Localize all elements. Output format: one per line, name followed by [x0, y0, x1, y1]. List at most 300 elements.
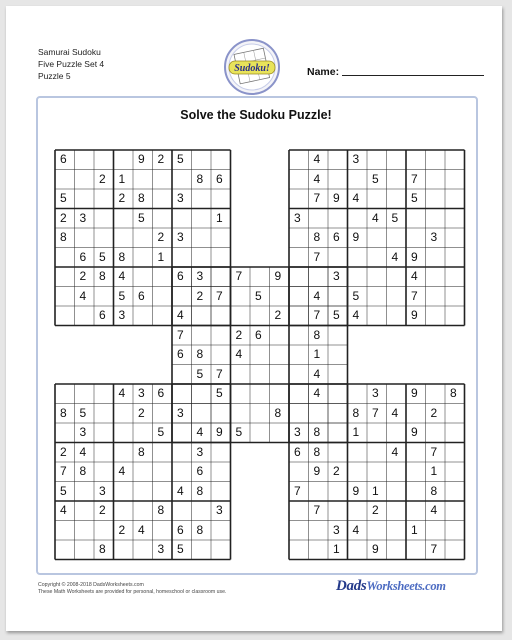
- empty-cell[interactable]: [192, 540, 212, 560]
- given-cell: 2: [138, 405, 145, 420]
- empty-cell[interactable]: [55, 267, 75, 287]
- given-cell: 9: [411, 249, 418, 264]
- empty-cell[interactable]: [231, 365, 251, 385]
- empty-cell[interactable]: [75, 501, 95, 521]
- empty-cell[interactable]: [250, 365, 270, 385]
- given-cell: 9: [411, 425, 418, 439]
- empty-cell[interactable]: [426, 384, 446, 404]
- given-cell: 6: [157, 386, 165, 400]
- given-cell: 8: [430, 483, 438, 498]
- empty-cell[interactable]: [133, 501, 153, 521]
- given-cell: 6: [196, 464, 204, 478]
- empty-cell[interactable]: [192, 326, 212, 346]
- empty-cell[interactable]: [367, 423, 387, 443]
- empty-cell[interactable]: [328, 384, 348, 404]
- given-cell: 4: [79, 288, 87, 303]
- empty-cell[interactable]: [387, 287, 407, 307]
- empty-cell[interactable]: [250, 384, 270, 404]
- empty-cell[interactable]: [367, 287, 387, 307]
- empty-cell[interactable]: [270, 345, 290, 365]
- empty-cell[interactable]: [289, 287, 309, 307]
- empty-cell[interactable]: [406, 501, 426, 521]
- given-cell: 1: [157, 249, 165, 264]
- given-cell: 2: [157, 230, 165, 244]
- empty-cell[interactable]: [426, 189, 446, 209]
- empty-cell[interactable]: [387, 306, 407, 326]
- empty-cell[interactable]: [289, 306, 309, 326]
- sudoku-badge-icon: [223, 38, 281, 96]
- given-cell: 7: [313, 308, 321, 322]
- empty-cell[interactable]: [445, 540, 465, 560]
- empty-cell[interactable]: [309, 267, 329, 287]
- empty-cell[interactable]: [172, 443, 192, 463]
- empty-cell[interactable]: [270, 287, 290, 307]
- given-cell: 5: [138, 210, 145, 225]
- empty-cell[interactable]: [153, 462, 173, 482]
- empty-cell[interactable]: [367, 443, 387, 463]
- empty-cell[interactable]: [114, 423, 134, 443]
- given-cell: 2: [118, 522, 126, 537]
- given-cell: 8: [313, 444, 321, 459]
- usage-notice: These Math Worksheets are provided for personal, homeschool or classroom use.: [38, 589, 227, 595]
- given-cell: 9: [352, 230, 360, 244]
- given-cell: 4: [313, 288, 321, 303]
- empty-cell[interactable]: [328, 170, 348, 190]
- empty-cell[interactable]: [211, 462, 231, 482]
- given-cell: 2: [99, 503, 106, 517]
- page-title: Solve the Sudoku Puzzle!: [180, 108, 332, 122]
- given-cell: 6: [255, 327, 262, 342]
- empty-cell[interactable]: [133, 306, 153, 326]
- empty-cell[interactable]: [445, 423, 465, 443]
- empty-cell[interactable]: [192, 209, 212, 229]
- empty-cell[interactable]: [309, 209, 329, 229]
- empty-cell[interactable]: [75, 189, 95, 209]
- given-cell: 4: [430, 503, 438, 517]
- empty-cell[interactable]: [289, 501, 309, 521]
- empty-cell[interactable]: [445, 306, 465, 326]
- empty-cell[interactable]: [94, 150, 114, 170]
- empty-cell[interactable]: [153, 287, 173, 307]
- empty-cell[interactable]: [192, 306, 212, 326]
- empty-cell[interactable]: [406, 228, 426, 248]
- empty-cell[interactable]: [289, 404, 309, 424]
- empty-cell[interactable]: [192, 404, 212, 424]
- empty-cell[interactable]: [445, 209, 465, 229]
- empty-cell[interactable]: [289, 345, 309, 365]
- empty-cell[interactable]: [75, 150, 95, 170]
- empty-cell[interactable]: [75, 540, 95, 560]
- empty-cell[interactable]: [75, 482, 95, 502]
- empty-cell[interactable]: [153, 404, 173, 424]
- empty-cell[interactable]: [445, 404, 465, 424]
- empty-cell[interactable]: [348, 501, 368, 521]
- empty-cell[interactable]: [172, 170, 192, 190]
- given-cell: 8: [157, 503, 165, 517]
- empty-cell[interactable]: [172, 462, 192, 482]
- empty-cell[interactable]: [133, 462, 153, 482]
- given-cell: 3: [372, 386, 379, 400]
- empty-cell[interactable]: [231, 287, 251, 307]
- empty-cell[interactable]: [153, 209, 173, 229]
- given-cell: 3: [177, 191, 184, 205]
- empty-cell[interactable]: [172, 287, 192, 307]
- given-cell: 6: [216, 171, 223, 186]
- empty-cell[interactable]: [367, 267, 387, 287]
- empty-cell[interactable]: [153, 482, 173, 502]
- given-cell: 8: [196, 171, 204, 186]
- empty-cell[interactable]: [348, 384, 368, 404]
- given-cell: 7: [411, 288, 418, 303]
- empty-cell[interactable]: [114, 150, 134, 170]
- empty-cell[interactable]: [367, 248, 387, 268]
- empty-cell[interactable]: [445, 482, 465, 502]
- given-cell: 3: [138, 386, 145, 400]
- given-cell: 7: [216, 288, 223, 303]
- empty-cell[interactable]: [211, 150, 231, 170]
- given-cell: 2: [333, 464, 340, 478]
- given-cell: 6: [333, 230, 340, 244]
- empty-cell[interactable]: [387, 482, 407, 502]
- empty-cell[interactable]: [172, 501, 192, 521]
- empty-cell[interactable]: [55, 423, 75, 443]
- empty-cell[interactable]: [75, 170, 95, 190]
- empty-cell[interactable]: [55, 248, 75, 268]
- empty-cell[interactable]: [328, 248, 348, 268]
- given-cell: 5: [391, 210, 399, 225]
- empty-cell[interactable]: [75, 384, 95, 404]
- empty-cell[interactable]: [445, 189, 465, 209]
- empty-cell[interactable]: [192, 248, 212, 268]
- empty-cell[interactable]: [309, 482, 329, 502]
- empty-cell[interactable]: [94, 384, 114, 404]
- empty-cell[interactable]: [387, 267, 407, 287]
- empty-cell[interactable]: [445, 501, 465, 521]
- empty-cell[interactable]: [172, 248, 192, 268]
- given-cell: 6: [294, 444, 301, 459]
- empty-cell[interactable]: [309, 521, 329, 541]
- empty-cell[interactable]: [387, 150, 407, 170]
- given-cell: 1: [333, 542, 340, 556]
- empty-cell[interactable]: [348, 443, 368, 463]
- empty-cell[interactable]: [114, 404, 134, 424]
- empty-cell[interactable]: [211, 228, 231, 248]
- empty-cell[interactable]: [289, 248, 309, 268]
- given-cell: 4: [391, 444, 399, 459]
- empty-cell[interactable]: [426, 209, 446, 229]
- empty-cell[interactable]: [114, 540, 134, 560]
- empty-cell[interactable]: [94, 209, 114, 229]
- empty-cell[interactable]: [445, 462, 465, 482]
- empty-cell[interactable]: [387, 501, 407, 521]
- given-cell: 4: [60, 503, 67, 517]
- empty-cell[interactable]: [328, 326, 348, 346]
- given-cell: 8: [79, 464, 87, 478]
- empty-cell[interactable]: [426, 423, 446, 443]
- empty-cell[interactable]: [231, 384, 251, 404]
- given-cell: 2: [274, 308, 282, 322]
- empty-cell[interactable]: [75, 521, 95, 541]
- empty-cell[interactable]: [328, 209, 348, 229]
- empty-cell[interactable]: [211, 482, 231, 502]
- empty-cell[interactable]: [172, 209, 192, 229]
- empty-cell[interactable]: [153, 267, 173, 287]
- empty-cell[interactable]: [192, 501, 212, 521]
- empty-cell[interactable]: [367, 150, 387, 170]
- empty-cell[interactable]: [387, 540, 407, 560]
- empty-cell[interactable]: [445, 150, 465, 170]
- empty-cell[interactable]: [211, 404, 231, 424]
- empty-cell[interactable]: [367, 189, 387, 209]
- given-cell: 8: [60, 405, 67, 420]
- empty-cell[interactable]: [133, 170, 153, 190]
- empty-cell[interactable]: [231, 306, 251, 326]
- empty-cell[interactable]: [114, 482, 134, 502]
- given-cell: 4: [118, 386, 126, 400]
- given-cell: 3: [79, 210, 87, 225]
- empty-cell[interactable]: [289, 384, 309, 404]
- empty-cell[interactable]: [231, 404, 251, 424]
- empty-cell[interactable]: [289, 365, 309, 385]
- empty-cell[interactable]: [445, 170, 465, 190]
- given-cell: 3: [294, 210, 301, 225]
- empty-cell[interactable]: [348, 170, 368, 190]
- empty-cell[interactable]: [328, 150, 348, 170]
- given-cell: 4: [313, 366, 321, 381]
- empty-cell[interactable]: [289, 189, 309, 209]
- empty-cell[interactable]: [55, 521, 75, 541]
- empty-cell[interactable]: [172, 423, 192, 443]
- given-cell: 4: [196, 425, 204, 439]
- empty-cell[interactable]: [328, 501, 348, 521]
- given-cell: 8: [313, 425, 321, 439]
- empty-cell[interactable]: [445, 287, 465, 307]
- empty-cell[interactable]: [426, 150, 446, 170]
- empty-cell[interactable]: [406, 404, 426, 424]
- empty-cell[interactable]: [270, 326, 290, 346]
- empty-cell[interactable]: [406, 482, 426, 502]
- empty-cell[interactable]: [289, 462, 309, 482]
- empty-cell[interactable]: [211, 267, 231, 287]
- empty-cell[interactable]: [94, 189, 114, 209]
- given-cell: 6: [177, 522, 184, 537]
- empty-cell[interactable]: [328, 423, 348, 443]
- empty-cell[interactable]: [328, 287, 348, 307]
- empty-cell[interactable]: [289, 521, 309, 541]
- empty-cell[interactable]: [348, 209, 368, 229]
- empty-cell[interactable]: [114, 501, 134, 521]
- empty-cell[interactable]: [153, 443, 173, 463]
- given-cell: 5: [79, 405, 87, 420]
- empty-cell[interactable]: [406, 443, 426, 463]
- given-cell: 9: [411, 308, 418, 322]
- empty-cell[interactable]: [387, 228, 407, 248]
- given-cell: 4: [391, 405, 399, 420]
- empty-cell[interactable]: [348, 462, 368, 482]
- given-cell: 8: [99, 269, 106, 283]
- empty-cell[interactable]: [94, 287, 114, 307]
- empty-cell[interactable]: [153, 170, 173, 190]
- empty-cell[interactable]: [211, 326, 231, 346]
- empty-cell[interactable]: [426, 306, 446, 326]
- empty-cell[interactable]: [211, 540, 231, 560]
- empty-cell[interactable]: [133, 228, 153, 248]
- given-cell: 2: [60, 210, 67, 225]
- empty-cell[interactable]: [114, 443, 134, 463]
- empty-cell[interactable]: [153, 521, 173, 541]
- empty-cell[interactable]: [75, 228, 95, 248]
- empty-cell[interactable]: [406, 462, 426, 482]
- sheet-type: Samurai Sudoku: [38, 47, 101, 57]
- given-cell: 5: [333, 308, 340, 322]
- empty-cell[interactable]: [55, 170, 75, 190]
- empty-cell[interactable]: [289, 326, 309, 346]
- given-cell: 4: [313, 171, 321, 186]
- empty-cell[interactable]: [75, 306, 95, 326]
- given-cell: 7: [313, 249, 321, 264]
- empty-cell[interactable]: [426, 170, 446, 190]
- empty-cell[interactable]: [367, 228, 387, 248]
- empty-cell[interactable]: [250, 306, 270, 326]
- empty-cell[interactable]: [406, 209, 426, 229]
- empty-cell[interactable]: [367, 306, 387, 326]
- empty-cell[interactable]: [328, 365, 348, 385]
- empty-cell[interactable]: [94, 443, 114, 463]
- given-cell: 8: [274, 405, 282, 420]
- empty-cell[interactable]: [387, 423, 407, 443]
- empty-cell[interactable]: [211, 189, 231, 209]
- empty-cell[interactable]: [406, 540, 426, 560]
- empty-cell[interactable]: [445, 443, 465, 463]
- empty-cell[interactable]: [367, 462, 387, 482]
- given-cell: 3: [333, 522, 340, 537]
- given-cell: 5: [216, 386, 223, 400]
- given-cell: 2: [235, 327, 243, 342]
- empty-cell[interactable]: [309, 540, 329, 560]
- empty-cell[interactable]: [192, 150, 212, 170]
- empty-cell[interactable]: [250, 267, 270, 287]
- empty-cell[interactable]: [133, 423, 153, 443]
- given-cell: 8: [60, 230, 67, 244]
- empty-cell[interactable]: [270, 384, 290, 404]
- given-cell: 7: [430, 444, 438, 459]
- empty-cell[interactable]: [289, 170, 309, 190]
- empty-cell[interactable]: [192, 189, 212, 209]
- empty-cell[interactable]: [133, 267, 153, 287]
- empty-cell[interactable]: [211, 443, 231, 463]
- given-cell: 8: [196, 347, 204, 361]
- given-cell: 9: [333, 191, 340, 205]
- empty-cell[interactable]: [55, 306, 75, 326]
- empty-cell[interactable]: [270, 365, 290, 385]
- empty-cell[interactable]: [114, 228, 134, 248]
- name-field[interactable]: [342, 75, 484, 76]
- empty-cell[interactable]: [133, 540, 153, 560]
- empty-cell[interactable]: [289, 150, 309, 170]
- empty-cell[interactable]: [211, 521, 231, 541]
- empty-cell[interactable]: [192, 228, 212, 248]
- empty-cell[interactable]: [133, 482, 153, 502]
- empty-cell[interactable]: [270, 423, 290, 443]
- given-cell: 4: [411, 269, 418, 283]
- empty-cell[interactable]: [172, 365, 192, 385]
- empty-cell[interactable]: [153, 189, 173, 209]
- empty-cell[interactable]: [309, 404, 329, 424]
- empty-cell[interactable]: [445, 521, 465, 541]
- empty-cell[interactable]: [250, 404, 270, 424]
- empty-cell[interactable]: [55, 287, 75, 307]
- empty-cell[interactable]: [172, 384, 192, 404]
- empty-cell[interactable]: [289, 540, 309, 560]
- empty-cell[interactable]: [387, 462, 407, 482]
- empty-cell[interactable]: [328, 345, 348, 365]
- empty-cell[interactable]: [211, 345, 231, 365]
- given-cell: 5: [157, 425, 165, 439]
- given-cell: 3: [196, 269, 204, 283]
- empty-cell[interactable]: [445, 228, 465, 248]
- empty-cell[interactable]: [348, 540, 368, 560]
- empty-cell[interactable]: [406, 150, 426, 170]
- empty-cell[interactable]: [328, 482, 348, 502]
- empty-cell[interactable]: [387, 189, 407, 209]
- empty-cell[interactable]: [426, 267, 446, 287]
- empty-cell[interactable]: [133, 248, 153, 268]
- empty-cell[interactable]: [55, 384, 75, 404]
- empty-cell[interactable]: [94, 521, 114, 541]
- empty-cell[interactable]: [348, 248, 368, 268]
- empty-cell[interactable]: [153, 306, 173, 326]
- empty-cell[interactable]: [387, 521, 407, 541]
- empty-cell[interactable]: [445, 267, 465, 287]
- empty-cell[interactable]: [289, 267, 309, 287]
- set-name: Five Puzzle Set 4: [38, 59, 105, 69]
- empty-cell[interactable]: [94, 423, 114, 443]
- empty-cell[interactable]: [211, 248, 231, 268]
- given-cell: 8: [313, 230, 321, 244]
- given-cell: 4: [391, 249, 399, 264]
- empty-cell[interactable]: [289, 228, 309, 248]
- empty-cell[interactable]: [445, 248, 465, 268]
- empty-cell[interactable]: [348, 267, 368, 287]
- logo-text: Sudoku!: [234, 63, 270, 74]
- empty-cell[interactable]: [328, 443, 348, 463]
- empty-cell[interactable]: [94, 404, 114, 424]
- given-cell: 1: [118, 171, 126, 186]
- given-cell: 9: [352, 483, 360, 498]
- empty-cell[interactable]: [192, 384, 212, 404]
- empty-cell[interactable]: [94, 462, 114, 482]
- given-cell: 2: [99, 171, 106, 186]
- empty-cell[interactable]: [211, 306, 231, 326]
- empty-cell[interactable]: [250, 345, 270, 365]
- empty-cell[interactable]: [114, 209, 134, 229]
- brand-logo: DadsWorksheets.com: [336, 578, 446, 594]
- empty-cell[interactable]: [426, 287, 446, 307]
- empty-cell[interactable]: [367, 521, 387, 541]
- empty-cell[interactable]: [387, 384, 407, 404]
- empty-cell[interactable]: [250, 423, 270, 443]
- empty-cell[interactable]: [387, 170, 407, 190]
- empty-cell[interactable]: [94, 228, 114, 248]
- empty-cell[interactable]: [426, 521, 446, 541]
- empty-cell[interactable]: [426, 248, 446, 268]
- given-cell: 6: [177, 347, 184, 361]
- given-cell: 8: [99, 542, 106, 556]
- given-cell: 4: [352, 308, 360, 322]
- empty-cell[interactable]: [328, 404, 348, 424]
- empty-cell[interactable]: [55, 540, 75, 560]
- given-cell: 4: [352, 191, 360, 205]
